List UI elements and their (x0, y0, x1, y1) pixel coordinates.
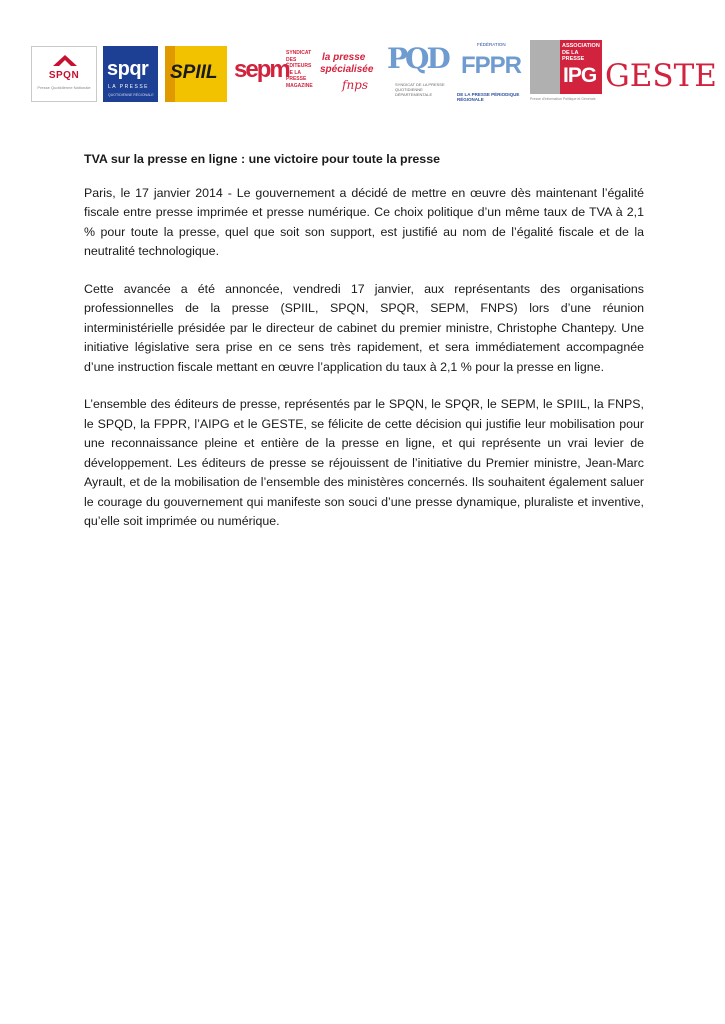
presse-specialisee-logo (320, 44, 382, 104)
spqr-logo-subtitle: LA PRESSE (108, 84, 150, 90)
geste-logo-text: GESTE (605, 58, 717, 94)
spqr-logo-text: spqr (107, 58, 149, 80)
paragraph-1: Paris, le 17 janvier 2014 - Le gouvernement a décidé de mettre en œuvre dès maintenant l’égalité fiscale entre presse imprimée et presse numérique. Ce choix politique d’un même taux de TVA à 2,1 % pour toute la presse, quel que soit son support, est justifié au nom de l’égalité fiscale et de la neutralité technologique. (84, 185, 644, 258)
ipg-logo-subtitle: Presse d'Information Politique et Générale (530, 97, 596, 101)
ipg-logo-association: ASSOCIATION DE LA PRESSE (562, 43, 600, 62)
spqn-wing-icon (52, 53, 78, 67)
spiil-logo-text: SPIIL (170, 62, 218, 83)
geste-logo (605, 54, 717, 94)
fppr-logo (457, 42, 527, 106)
ipg-logo-text: IPG (563, 64, 597, 87)
ipg-logo (530, 40, 602, 108)
spqr-logo-subtitle-2: QUOTIDIENNE RÉGIONALE (108, 93, 154, 97)
lps-logo-line-3: fnps (342, 78, 369, 92)
pqd-logo (385, 40, 451, 108)
fppr-logo-text: FPPR (461, 52, 522, 79)
spqn-logo (31, 46, 97, 102)
press-release-body (84, 150, 644, 550)
spiil-logo (165, 46, 227, 102)
logo-banner (28, 40, 717, 110)
sepm-logo-subtitle: SYNDICAT DES ÉDITEURS DE LA PRESSE MAGAZINE (286, 50, 313, 89)
paragraph-3: L’ensemble des éditeurs de presse, représentés par le SPQN, le SPQR, le SEPM, le SPIIL, la FNPS, le SPQD, la FPPR, l’AIPG et le GESTE, se félicite de cette décision qui justifie leur mobilisation pour une reconnaissance pleine et entière de la presse en ligne, et qui représente un vrai levier de développement. Les éditeurs de presse se réjouissent de l’initiative du Premier ministre, Jean-Marc Ayrault, et de la mobilisation de l’ensemble des ministères concernés. Ils souhaitent également saluer le courage du gouvernement qui manifeste son souci d’une presse dynamique, pluraliste et inventive, qu’elle soit imprimée ou numérique. (84, 397, 644, 528)
ipg-logo-grey-block (530, 40, 560, 94)
spqn-logo-text: SPQN (48, 70, 80, 81)
spqr-logo (103, 46, 158, 102)
fppr-logo-supertitle: FÉDÉRATION (477, 42, 506, 47)
press-release-title: TVA sur la presse en ligne : une victoire pour toute la presse (84, 152, 440, 166)
spqn-logo-subtitle: Presse Quotidienne Nationale (37, 85, 91, 90)
lps-logo-line-1: la presse (322, 52, 366, 63)
pqd-logo-text: PQD (387, 42, 448, 75)
pqd-logo-subtitle: SYNDICAT DE LA PRESSE QUOTIDIENNE DÉPARTEMENTALE (395, 82, 445, 97)
lps-logo-line-2: spécialisée (320, 64, 374, 75)
fppr-logo-subtitle: DE LA PRESSE PÉRIODIQUE RÉGIONALE (457, 92, 520, 102)
paragraph-2: Cette avancée a été annoncée, vendredi 17 janvier, aux représentants des organisations professionnelles de la presse (SPIIL, SPQN, SPQR, SEPM, FNPS) lors d’une réunion interministérielle présidée par le directeur de cabinet du premier ministre, Christophe Chantepy. Une initiative législative sera prise en ce sens très rapidement, et sera immédiatement accompagnée d’une instruction fiscale mettant en œuvre l’application du taux à 2,1 % pour la presse en ligne. (84, 281, 644, 374)
sepm-logo-text: sepm (234, 56, 289, 83)
sepm-logo (234, 44, 316, 104)
